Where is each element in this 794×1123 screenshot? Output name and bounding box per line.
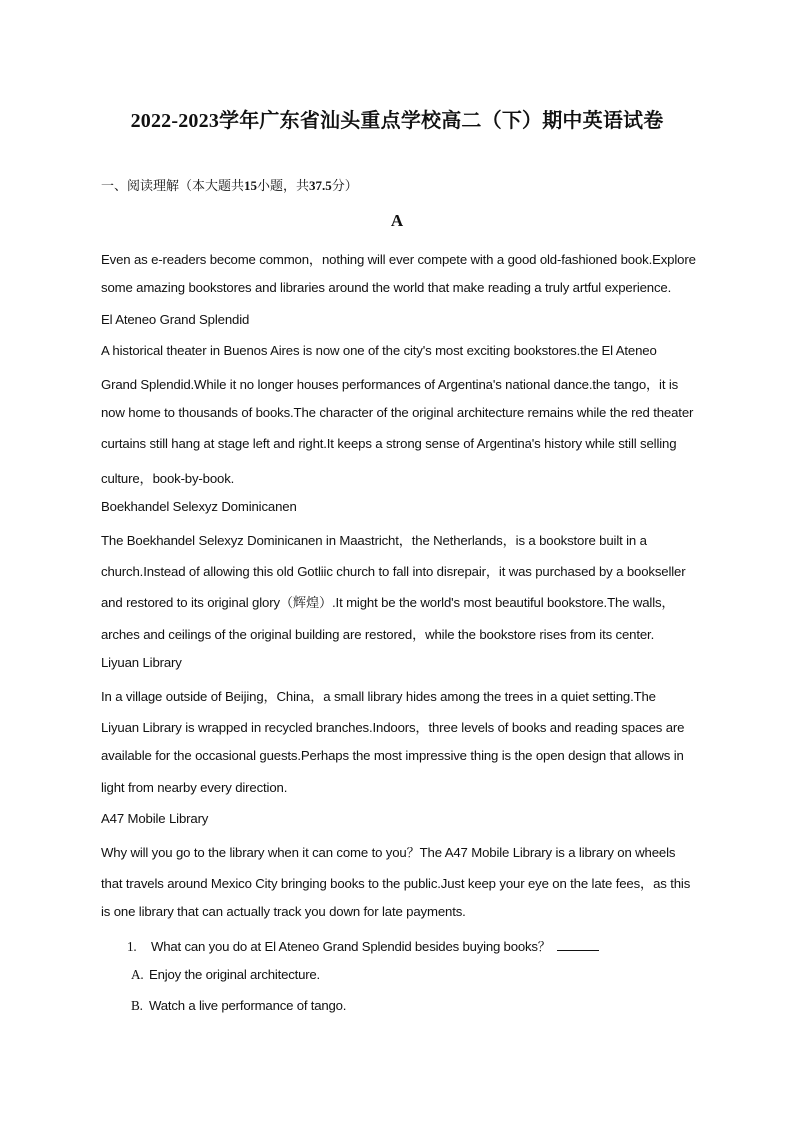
passage-line: A historical theater in Buenos Aires is now one of the city's most exciting bookstores.the El Ateneo [101,343,657,358]
passage-line: arches and ceilings of the original building are restored，while the bookstore rises from its center. [101,627,655,642]
option-text: Enjoy the original architecture. [149,967,320,982]
passage-line: now home to thousands of books.The character of the original architecture remains while the red theater [101,405,694,420]
passage-line: The Boekhandel Selexyz Dominicanen in Maastricht，the Netherlands，is a bookstore built in a [101,533,647,548]
question-text: What can you do at El Ateneo Grand Splendid besides buying books？ [151,939,551,954]
passage-line: is one library that can actually track you down for late payments. [101,904,466,919]
total-score: 37.5 [309,178,332,193]
passage-label: A [390,211,404,230]
question-number: 1. [127,939,137,954]
option-letter: B. [131,998,143,1013]
answer-blank[interactable] [557,938,599,951]
option-b[interactable] [131,998,346,1014]
section-prefix: 一、阅读理解（本大题共 [101,178,245,193]
passage-line: Even as e-readers become common，nothing will ever compete with a good old-fashioned book.Explore [101,252,696,267]
subheading-liyuan: Liyuan Library [101,655,182,670]
section-heading [101,175,358,194]
passage-line: that travels around Mexico City bringing books to the public.Just keep your eye on the late fees，as this [101,876,691,891]
subheading-a47: A47 Mobile Library [101,811,209,826]
subheading-boekhandel: Boekhandel Selexyz Dominicanen [101,499,297,514]
passage-line: available for the occasional guests.Perhaps the most impressive thing is the open design that allows in [101,748,684,763]
exam-title: 2022-2023学年广东省汕头重点学校高二（下）期中英语试卷 [130,110,664,132]
passage-line: Liyuan Library is wrapped in recycled branches.Indoors，three levels of books and reading spaces are [101,720,685,735]
question-count: 15 [244,178,258,193]
option-letter: A. [131,967,144,982]
passage-line: Grand Splendid.While it no longer houses performances of Argentina's national dance.the tango，it is [101,377,679,392]
passage-line: some amazing bookstores and libraries around the world that make reading a truly artful experience. [101,280,672,295]
section-suffix: 分） [331,178,358,193]
passage-line: In a village outside of Beijing，China，a small library hides among the trees in a quiet setting.The [101,689,656,704]
passage-line: and restored to its original glory（辉煌）.It might be the world's most beautiful bookstore.The walls， [101,595,675,610]
option-a[interactable] [131,967,320,983]
passage-line: Why will you go to the library when it can come to you？The A47 Mobile Library is a library on wheels [101,845,676,860]
passage-line: light from nearby every direction. [101,780,288,795]
passage-line: curtains still hang at stage left and right.It keeps a strong sense of Argentina's history while still selling [101,436,677,451]
option-text: Watch a live performance of tango. [149,998,347,1013]
question-1 [127,936,599,955]
passage-line: church.Instead of allowing this old Gotliic church to fall into disrepair，it was purchased by a bookseller [101,564,686,579]
subheading-el-ateneo: El Ateneo Grand Splendid [101,312,250,327]
passage-line: culture，book-by-book. [101,471,235,486]
section-middle: 小题，共 [257,178,310,193]
